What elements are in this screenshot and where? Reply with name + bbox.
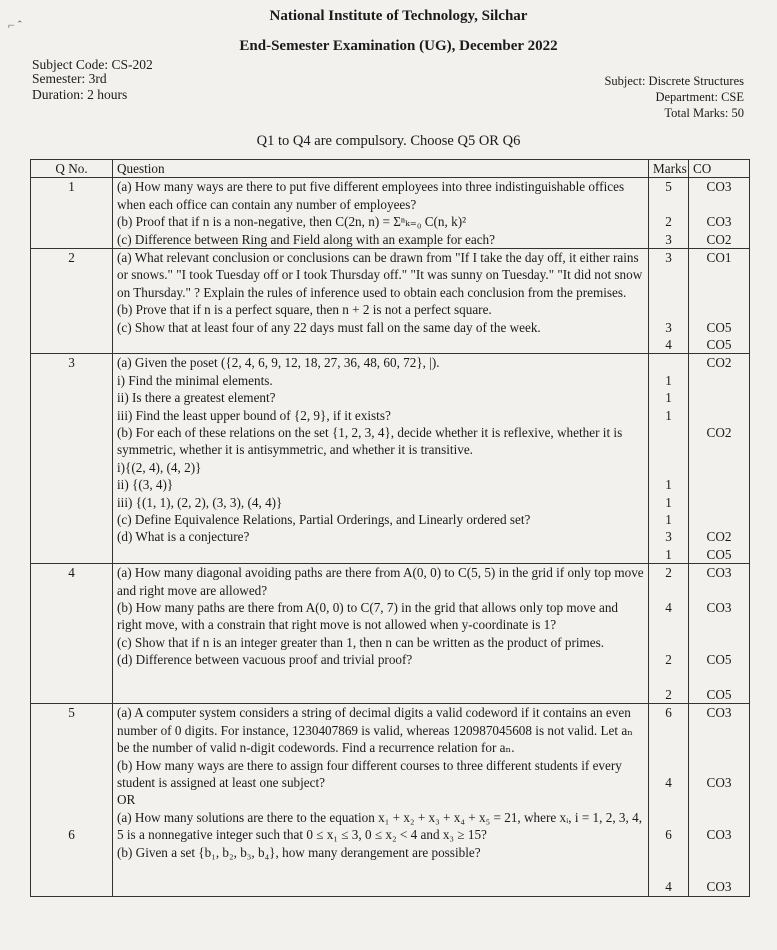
question-subpart: ii) {(3, 4)}: [117, 477, 174, 493]
co-cell: [689, 249, 750, 354]
total-marks: Total Marks: 50: [664, 106, 744, 120]
question-cell: [113, 704, 649, 896]
co-value: CO3: [706, 879, 732, 895]
marks-value: 1: [665, 372, 672, 388]
question-part: (a) A computer system considers a string of decimal digits a valid codeword if it contains an even number of 0 digits. For instance, 1230407869 is valid, whereas 120987045608 is not valid. Let aₙ be the number of valid n-digit codewords. Find a recurrence relation for aₙ.: [117, 705, 633, 756]
co-cell: [689, 704, 750, 896]
question-part: (a) What relevant conclusion or conclusions can be drawn from "If I take the day off, it either rains or snows." "I took Tuesday off or I took Thursday off." "It was sunny on Tuesday." "It did not snow on Thursday." ? Explain the rules of inference used to obtain each conclusion from the premises.: [117, 250, 643, 300]
table-row: [31, 249, 750, 354]
question-cell: [113, 564, 649, 704]
question-number: 5: [68, 705, 75, 721]
co-value: CO3: [706, 565, 732, 581]
question-part: (b) For each of these relations on the set {1, 2, 3, 4}, decide whether it is reflexive, whether it is symmetric, whether it is antisymmetric, and whether it is transitive.: [117, 425, 623, 458]
co-cell: [689, 564, 750, 704]
marks-value: 5: [665, 179, 672, 195]
subject-code: Subject Code: CS-202: [32, 57, 153, 72]
question-table: [30, 159, 750, 897]
question-subpart: ii) Is there a greatest element?: [117, 390, 276, 406]
question-part: (d) Difference between vacuous proof and trivial proof?: [117, 652, 413, 668]
header-question: Question: [113, 160, 649, 178]
question-subpart: iii) {(1, 1), (2, 2), (3, 3), (4, 4)}: [117, 494, 283, 510]
co-value: CO3: [706, 600, 732, 616]
co-value: CO3: [706, 775, 732, 790]
table-header-row: [31, 160, 750, 178]
question-part: (c) Difference between Ring and Field along with an example for each?: [117, 231, 496, 247]
co-cell: [689, 354, 750, 564]
marks-value: 6: [665, 827, 672, 843]
marks-value: 2: [665, 565, 672, 581]
question-number: 4: [31, 564, 113, 704]
question-part: (c) Show that at least four of any 22 days must fall on the same day of the week.: [117, 319, 541, 335]
marks-value: 3: [665, 529, 672, 545]
marks-cell: [649, 704, 689, 896]
marks-value: 2: [665, 652, 672, 668]
question-part: (b) Prove that if n is a perfect square, then n + 2 is not a perfect square.: [117, 302, 492, 318]
question-part: (b) Proof that if n is a non-negative, then C(2n, n) = Σⁿₖ₌₀ C(n, k)²: [117, 214, 467, 230]
marks-cell: [649, 564, 689, 704]
semester: Semester: 3rd: [32, 71, 107, 86]
subject-name: Subject: Discrete Structures: [604, 74, 744, 88]
marks-value: 3: [665, 319, 672, 335]
marks-value: 1: [665, 477, 672, 493]
marks-cell: [649, 249, 689, 354]
question-number-cell: [31, 704, 113, 896]
table-row: [31, 354, 750, 564]
question-number: 2: [31, 249, 113, 354]
co-value: CO3: [706, 827, 732, 843]
duration: Duration: 2 hours: [32, 87, 128, 102]
question-part: (a) How many ways are there to put five different employees into three indistinguishable offices when each office can contain any number of employees?: [117, 179, 625, 212]
co-value: CO2: [706, 529, 732, 545]
marks-value: 2: [665, 214, 672, 230]
co-value: CO5: [706, 652, 732, 668]
question-part: (a) How many diagonal avoiding paths are there from A(0, 0) to C(5, 5) in the grid if only top move and right move are allowed?: [117, 565, 644, 598]
marks-value: 1: [665, 390, 672, 406]
institute-name: National Institute of Technology, Silchar: [269, 8, 528, 24]
marks-value: 3: [665, 250, 672, 266]
marks-value: 1: [665, 494, 672, 510]
exam-title: End-Semester Examination (UG), December 2022: [239, 38, 558, 54]
marks-value: 1: [665, 512, 672, 528]
question-number: 3: [31, 354, 113, 564]
department: Department: CSE: [655, 90, 744, 104]
table-row: [31, 178, 750, 249]
question-part: (d) What is a conjecture?: [117, 529, 250, 545]
co-value: CO2: [706, 355, 732, 371]
corner-mark: ⌐ ˆ: [8, 18, 22, 32]
question-part: (b) How many paths are there from A(0, 0) to C(7, 7) in the grid that allows only top move and right move, with a constrain that right move is not allowed when y-coordinate is 1?: [117, 600, 619, 633]
co-value: CO5: [706, 319, 732, 335]
header-marks: Marks: [649, 160, 689, 178]
question-part: (b) How many ways are there to assign four different courses to three different students if every student is assigned at least one subject?: [117, 757, 622, 791]
question-part: (a) How many solutions are there to the equation x₁ + x₂ + x₃ + x₄ + x₅ = 21, where xᵢ, i = 1, 2, 3, 4, 5 is a nonnegative integer such that 0 ≤ x₁ ≤ 3, 0 ≤ x₂ < 4 and x₃ ≥ 15?: [117, 809, 643, 843]
marks-value: 3: [665, 231, 672, 247]
table-row: [31, 704, 750, 896]
co-value: CO2: [706, 231, 732, 247]
co-value: CO1: [706, 250, 732, 266]
question-number: 1: [31, 178, 113, 249]
marks-value: 2: [665, 687, 672, 703]
question-cell: [113, 354, 649, 564]
marks-value: 4: [665, 879, 672, 895]
header-co: CO: [689, 160, 750, 178]
table-row: [31, 564, 750, 704]
co-value: CO5: [706, 337, 732, 353]
question-subpart: iii) Find the least upper bound of {2, 9}, if it exists?: [117, 407, 391, 423]
question-part: (a) Given the poset ({2, 4, 6, 9, 12, 18, 27, 36, 48, 60, 72}, |).: [117, 355, 440, 371]
marks-value: 6: [665, 705, 672, 721]
instruction: Q1 to Q4 are compulsory. Choose Q5 OR Q6: [256, 133, 521, 149]
co-value: CO3: [706, 214, 732, 230]
co-value: CO2: [706, 425, 732, 440]
question-part: (c) Define Equivalence Relations, Partial Orderings, and Linearly ordered set?: [117, 512, 531, 528]
header-qno: Q No.: [31, 160, 113, 178]
co-value: CO3: [706, 179, 732, 195]
co-value: CO3: [706, 705, 732, 721]
marks-value: 1: [665, 407, 672, 423]
marks-value: 4: [665, 775, 672, 790]
question-cell: [113, 249, 649, 354]
marks-cell: [649, 354, 689, 564]
question-part: (b) Given a set {b₁, b₂, b₃, b₄}, how many derangement are possible?: [117, 844, 481, 860]
co-cell: [689, 178, 750, 249]
marks-value: 4: [665, 337, 672, 353]
or-label: OR: [117, 792, 136, 808]
question-number: 6: [68, 827, 75, 843]
marks-value: 1: [665, 546, 672, 562]
question-subpart: i){(2, 4), (4, 2)}: [117, 459, 202, 475]
question-subpart: i) Find the minimal elements.: [117, 372, 273, 388]
question-part: (c) Show that if n is an integer greater than 1, then n can be written as the product of primes.: [117, 634, 605, 650]
marks-value: 4: [665, 600, 672, 616]
co-value: CO5: [706, 546, 732, 562]
co-value: CO5: [706, 687, 732, 703]
question-cell: [113, 178, 649, 249]
marks-cell: [649, 178, 689, 249]
